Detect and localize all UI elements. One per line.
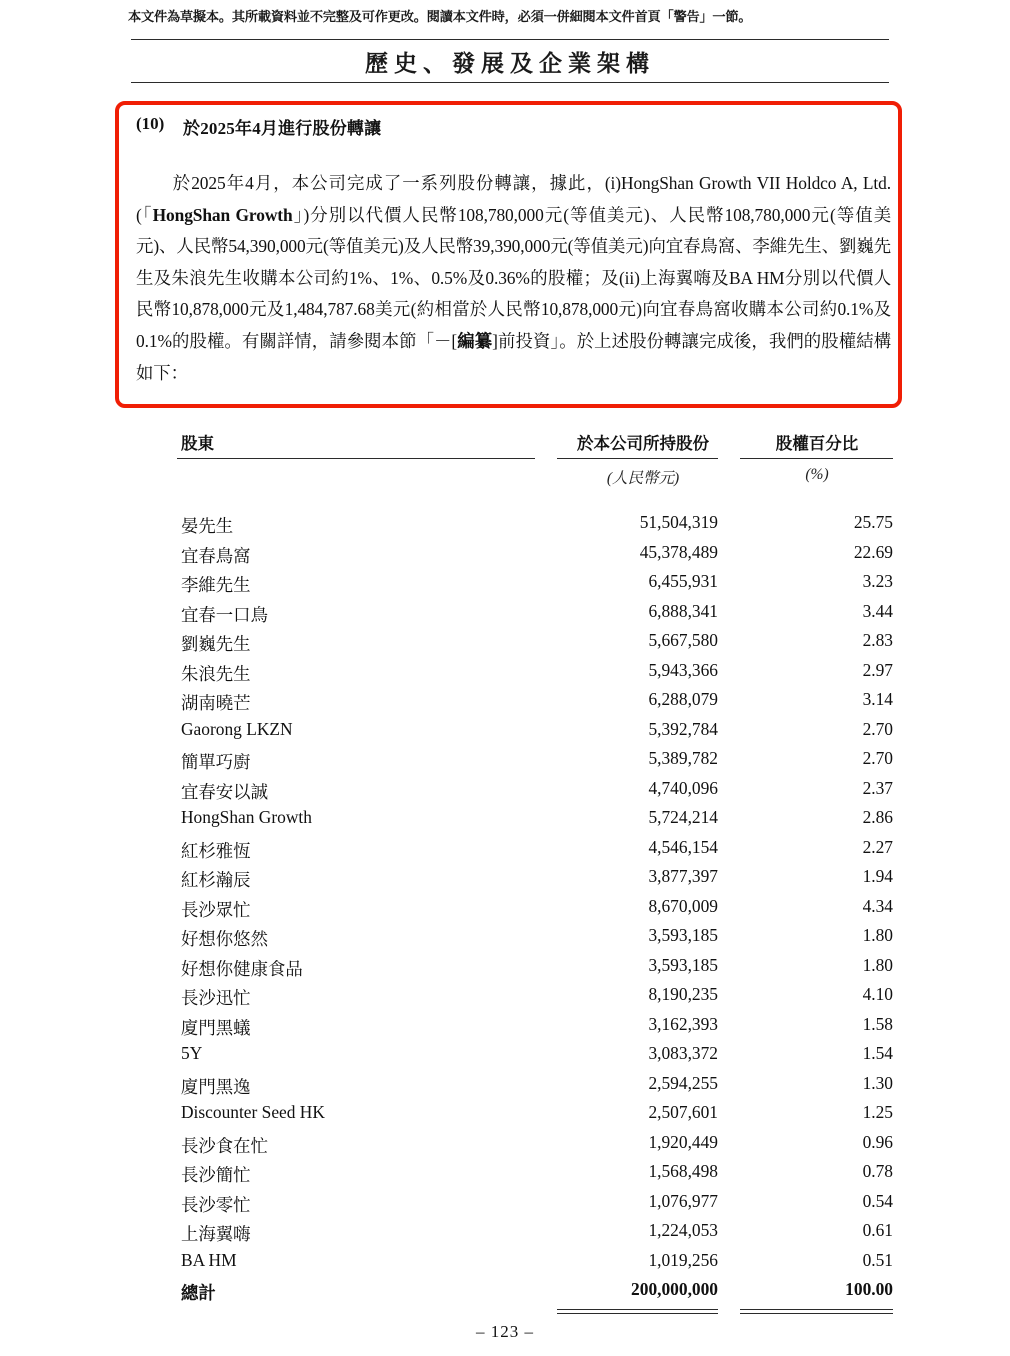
table-row xyxy=(175,1014,895,1044)
paragraph-bold-hongshan: HongShan Growth xyxy=(152,204,293,225)
cell-shares: 200,000,000 xyxy=(631,1279,718,1299)
cell-percent: 2.70 xyxy=(862,748,893,768)
section-paragraph xyxy=(136,168,891,389)
cell-percent: 2.37 xyxy=(862,777,893,798)
paragraph-bold-redacted: 編纂 xyxy=(457,330,493,351)
cell-shares: 5,943,366 xyxy=(648,659,718,680)
cell-shareholder-name: 廈門黑逸 xyxy=(181,1076,251,1097)
cell-shareholder-name: 劉巍先生 xyxy=(181,634,251,654)
shareholding-table xyxy=(175,430,895,1303)
cell-shares: 4,546,154 xyxy=(648,836,718,857)
section-number: (10) xyxy=(136,114,165,133)
section-title: 於2025年4月進行股份轉讓 xyxy=(183,119,382,138)
cell-percent: 2.70 xyxy=(862,718,893,739)
cell-percent: 0.51 xyxy=(862,1249,893,1270)
table-row xyxy=(175,571,895,601)
cell-percent: 1.80 xyxy=(862,925,893,945)
header-rule-shares xyxy=(557,458,718,459)
cell-shareholder-name: 廈門黑蟻 xyxy=(181,1017,251,1038)
cell-shareholder-name: 好想你健康食品 xyxy=(181,958,303,979)
table-row xyxy=(175,1161,895,1191)
cell-shares: 8,190,235 xyxy=(648,984,718,1004)
cell-percent: 4.34 xyxy=(862,895,893,916)
cell-shares: 1,019,256 xyxy=(648,1249,718,1270)
subheader-percent-unit: (%) xyxy=(805,466,829,483)
cell-shareholder-name: 湖南曉芒 xyxy=(181,693,251,713)
running-head-title: 歷史、發展及企業架構 xyxy=(365,50,655,77)
table-row xyxy=(175,955,895,985)
paragraph-part-2: 」)分別以代價人民幣108,780,000元(等值美元)、人民幣108,780,000元(等值美元)、人民幣54,390,000元(等值美元)及人民幣39,390,000元(等值美元)向宜春鳥窩、李維先生、劉巍先生及朱浪先生收購本公司約1%、1%、0.5%及0.36%的股權；及(ii)上海翼嗨及BA HM分別以代價人民幣10,878,000元及1,484,787.68美元(約相當於人民幣10,878,000元)向宜春鳥窩收購本公司約0.1%及0.1%的股權。有關詳情，請參閱本節「－[ xyxy=(136,204,891,351)
cell-percent: 1.30 xyxy=(862,1072,893,1093)
cell-shareholder-name: 簡單巧廚 xyxy=(181,752,251,772)
cell-percent: 2.86 xyxy=(862,807,893,827)
cell-shares: 2,507,601 xyxy=(648,1102,718,1122)
table-row xyxy=(175,630,895,660)
table-row xyxy=(175,719,895,749)
column-header-shares: 於本公司所持股份 xyxy=(577,434,709,453)
column-header-shareholder: 股東 xyxy=(181,434,214,453)
cell-shareholder-name: 長沙食在忙 xyxy=(181,1135,268,1156)
table-row xyxy=(175,1132,895,1162)
table-subheader-row xyxy=(175,466,895,492)
cell-shares: 51,504,319 xyxy=(639,512,718,532)
cell-shares: 3,593,185 xyxy=(648,925,718,945)
table-row xyxy=(175,984,895,1014)
cell-shares: 1,920,449 xyxy=(648,1131,718,1152)
cell-shareholder-name: 5Y xyxy=(181,1043,203,1063)
header-rule-percent xyxy=(740,458,893,459)
cell-shares: 1,568,498 xyxy=(648,1161,718,1181)
cell-shareholder-name: BA HM xyxy=(181,1249,237,1270)
table-row xyxy=(175,542,895,572)
table-body xyxy=(175,512,895,1319)
table-row xyxy=(175,1220,895,1250)
cell-shareholder-name: 長沙迅忙 xyxy=(181,988,251,1008)
cell-percent: 2.97 xyxy=(862,659,893,680)
subheader-shares-unit: (人民幣元) xyxy=(606,470,680,487)
cell-shares: 3,083,372 xyxy=(648,1043,718,1063)
cell-shares: 6,288,079 xyxy=(648,689,718,709)
total-double-rules xyxy=(175,1309,895,1319)
table-row xyxy=(175,748,895,778)
cell-shares: 3,593,185 xyxy=(648,954,718,975)
cell-shares: 6,888,341 xyxy=(648,600,718,621)
table-row xyxy=(175,896,895,926)
cell-shareholder-name: 上海翼嗨 xyxy=(181,1224,251,1244)
cell-percent: 2.27 xyxy=(862,836,893,857)
cell-shares: 4,740,096 xyxy=(648,777,718,798)
cell-shares: 6,455,931 xyxy=(648,571,718,591)
table-row xyxy=(175,689,895,719)
cell-shares: 5,667,580 xyxy=(648,630,718,650)
cell-shares: 45,378,489 xyxy=(639,541,718,562)
cell-percent: 1.58 xyxy=(862,1013,893,1034)
cell-shareholder-name: Discounter Seed HK xyxy=(181,1102,325,1122)
cell-shareholder-name: 長沙簡忙 xyxy=(181,1165,251,1185)
cell-shareholder-name: Gaorong LKZN xyxy=(181,718,293,739)
cell-shares: 5,389,782 xyxy=(648,748,718,768)
table-row xyxy=(175,601,895,631)
table-row xyxy=(175,512,895,542)
cell-shares: 1,224,053 xyxy=(648,1220,718,1240)
cell-percent: 2.83 xyxy=(862,630,893,650)
table-row xyxy=(175,866,895,896)
cell-shares: 1,076,977 xyxy=(648,1190,718,1211)
cell-percent: 0.78 xyxy=(862,1161,893,1181)
cell-shareholder-name: 好想你悠然 xyxy=(181,929,268,949)
cell-shareholder-name: 宜春安以誠 xyxy=(181,781,268,802)
running-head-rule-top xyxy=(131,39,889,40)
table-row xyxy=(175,1073,895,1103)
cell-shares: 3,162,393 xyxy=(648,1013,718,1034)
cell-percent: 1.25 xyxy=(862,1102,893,1122)
column-header-percent: 股權百分比 xyxy=(775,434,859,453)
paragraph-part-3: ]前投資」。於上述股份轉讓完成後，我們的股權結構如下： xyxy=(136,330,891,383)
table-header-row xyxy=(175,430,895,454)
paragraph-part-1: 於2025年4月，本公司完成了一系列股份轉讓，據此，(i)HongShan Growth VII Holdco A, Ltd.(「 xyxy=(136,173,891,225)
cell-percent: 1.94 xyxy=(862,866,893,886)
table-row xyxy=(175,1043,895,1073)
cell-percent: 0.61 xyxy=(862,1220,893,1240)
cell-shareholder-name: 紅杉瀚辰 xyxy=(181,870,251,890)
cell-shareholder-name: 紅杉雅恆 xyxy=(181,840,251,861)
table-row xyxy=(175,660,895,690)
cell-shares: 8,670,009 xyxy=(648,895,718,916)
cell-shareholder-name: 長沙眾忙 xyxy=(181,899,251,920)
draft-disclaimer: 本文件為草擬本。其所載資料並不完整及可作更改。閱讀本文件時，必須一併細閱本文件首頁「警告」一節。 xyxy=(128,9,752,24)
table-total-row xyxy=(175,1279,895,1309)
cell-percent: 0.96 xyxy=(862,1131,893,1152)
cell-shareholder-name: 總計 xyxy=(181,1283,216,1303)
running-head-rule-bottom xyxy=(131,82,889,83)
cell-shares: 3,877,397 xyxy=(648,866,718,886)
cell-shareholder-name: 李維先生 xyxy=(181,575,251,595)
table-row xyxy=(175,778,895,808)
cell-percent: 25.75 xyxy=(853,512,893,532)
cell-shareholder-name: 宜春鳥窩 xyxy=(181,545,251,566)
table-row xyxy=(175,1102,895,1132)
table-row xyxy=(175,837,895,867)
cell-shares: 5,392,784 xyxy=(648,718,718,739)
cell-percent: 100.00 xyxy=(845,1279,893,1299)
cell-percent: 22.69 xyxy=(853,541,893,562)
header-rule-shareholder xyxy=(177,458,535,459)
table-row xyxy=(175,807,895,837)
cell-percent: 3.14 xyxy=(862,689,893,709)
cell-percent: 0.54 xyxy=(862,1190,893,1211)
cell-percent: 3.23 xyxy=(862,571,893,591)
cell-shareholder-name: 宜春一口鳥 xyxy=(181,604,268,625)
cell-shareholder-name: 長沙零忙 xyxy=(181,1194,251,1215)
cell-percent: 3.44 xyxy=(862,600,893,621)
table-row xyxy=(175,1250,895,1280)
cell-shareholder-name: 朱浪先生 xyxy=(181,663,251,684)
cell-shares: 5,724,214 xyxy=(648,807,718,827)
page-number: – 123 – xyxy=(476,1322,534,1341)
cell-percent: 4.10 xyxy=(862,984,893,1004)
cell-shareholder-name: HongShan Growth xyxy=(181,807,312,827)
cell-percent: 1.80 xyxy=(862,954,893,975)
table-row xyxy=(175,925,895,955)
table-row xyxy=(175,1191,895,1221)
cell-shareholder-name: 晏先生 xyxy=(181,516,234,536)
cell-shares: 2,594,255 xyxy=(648,1072,718,1093)
cell-percent: 1.54 xyxy=(862,1043,893,1063)
